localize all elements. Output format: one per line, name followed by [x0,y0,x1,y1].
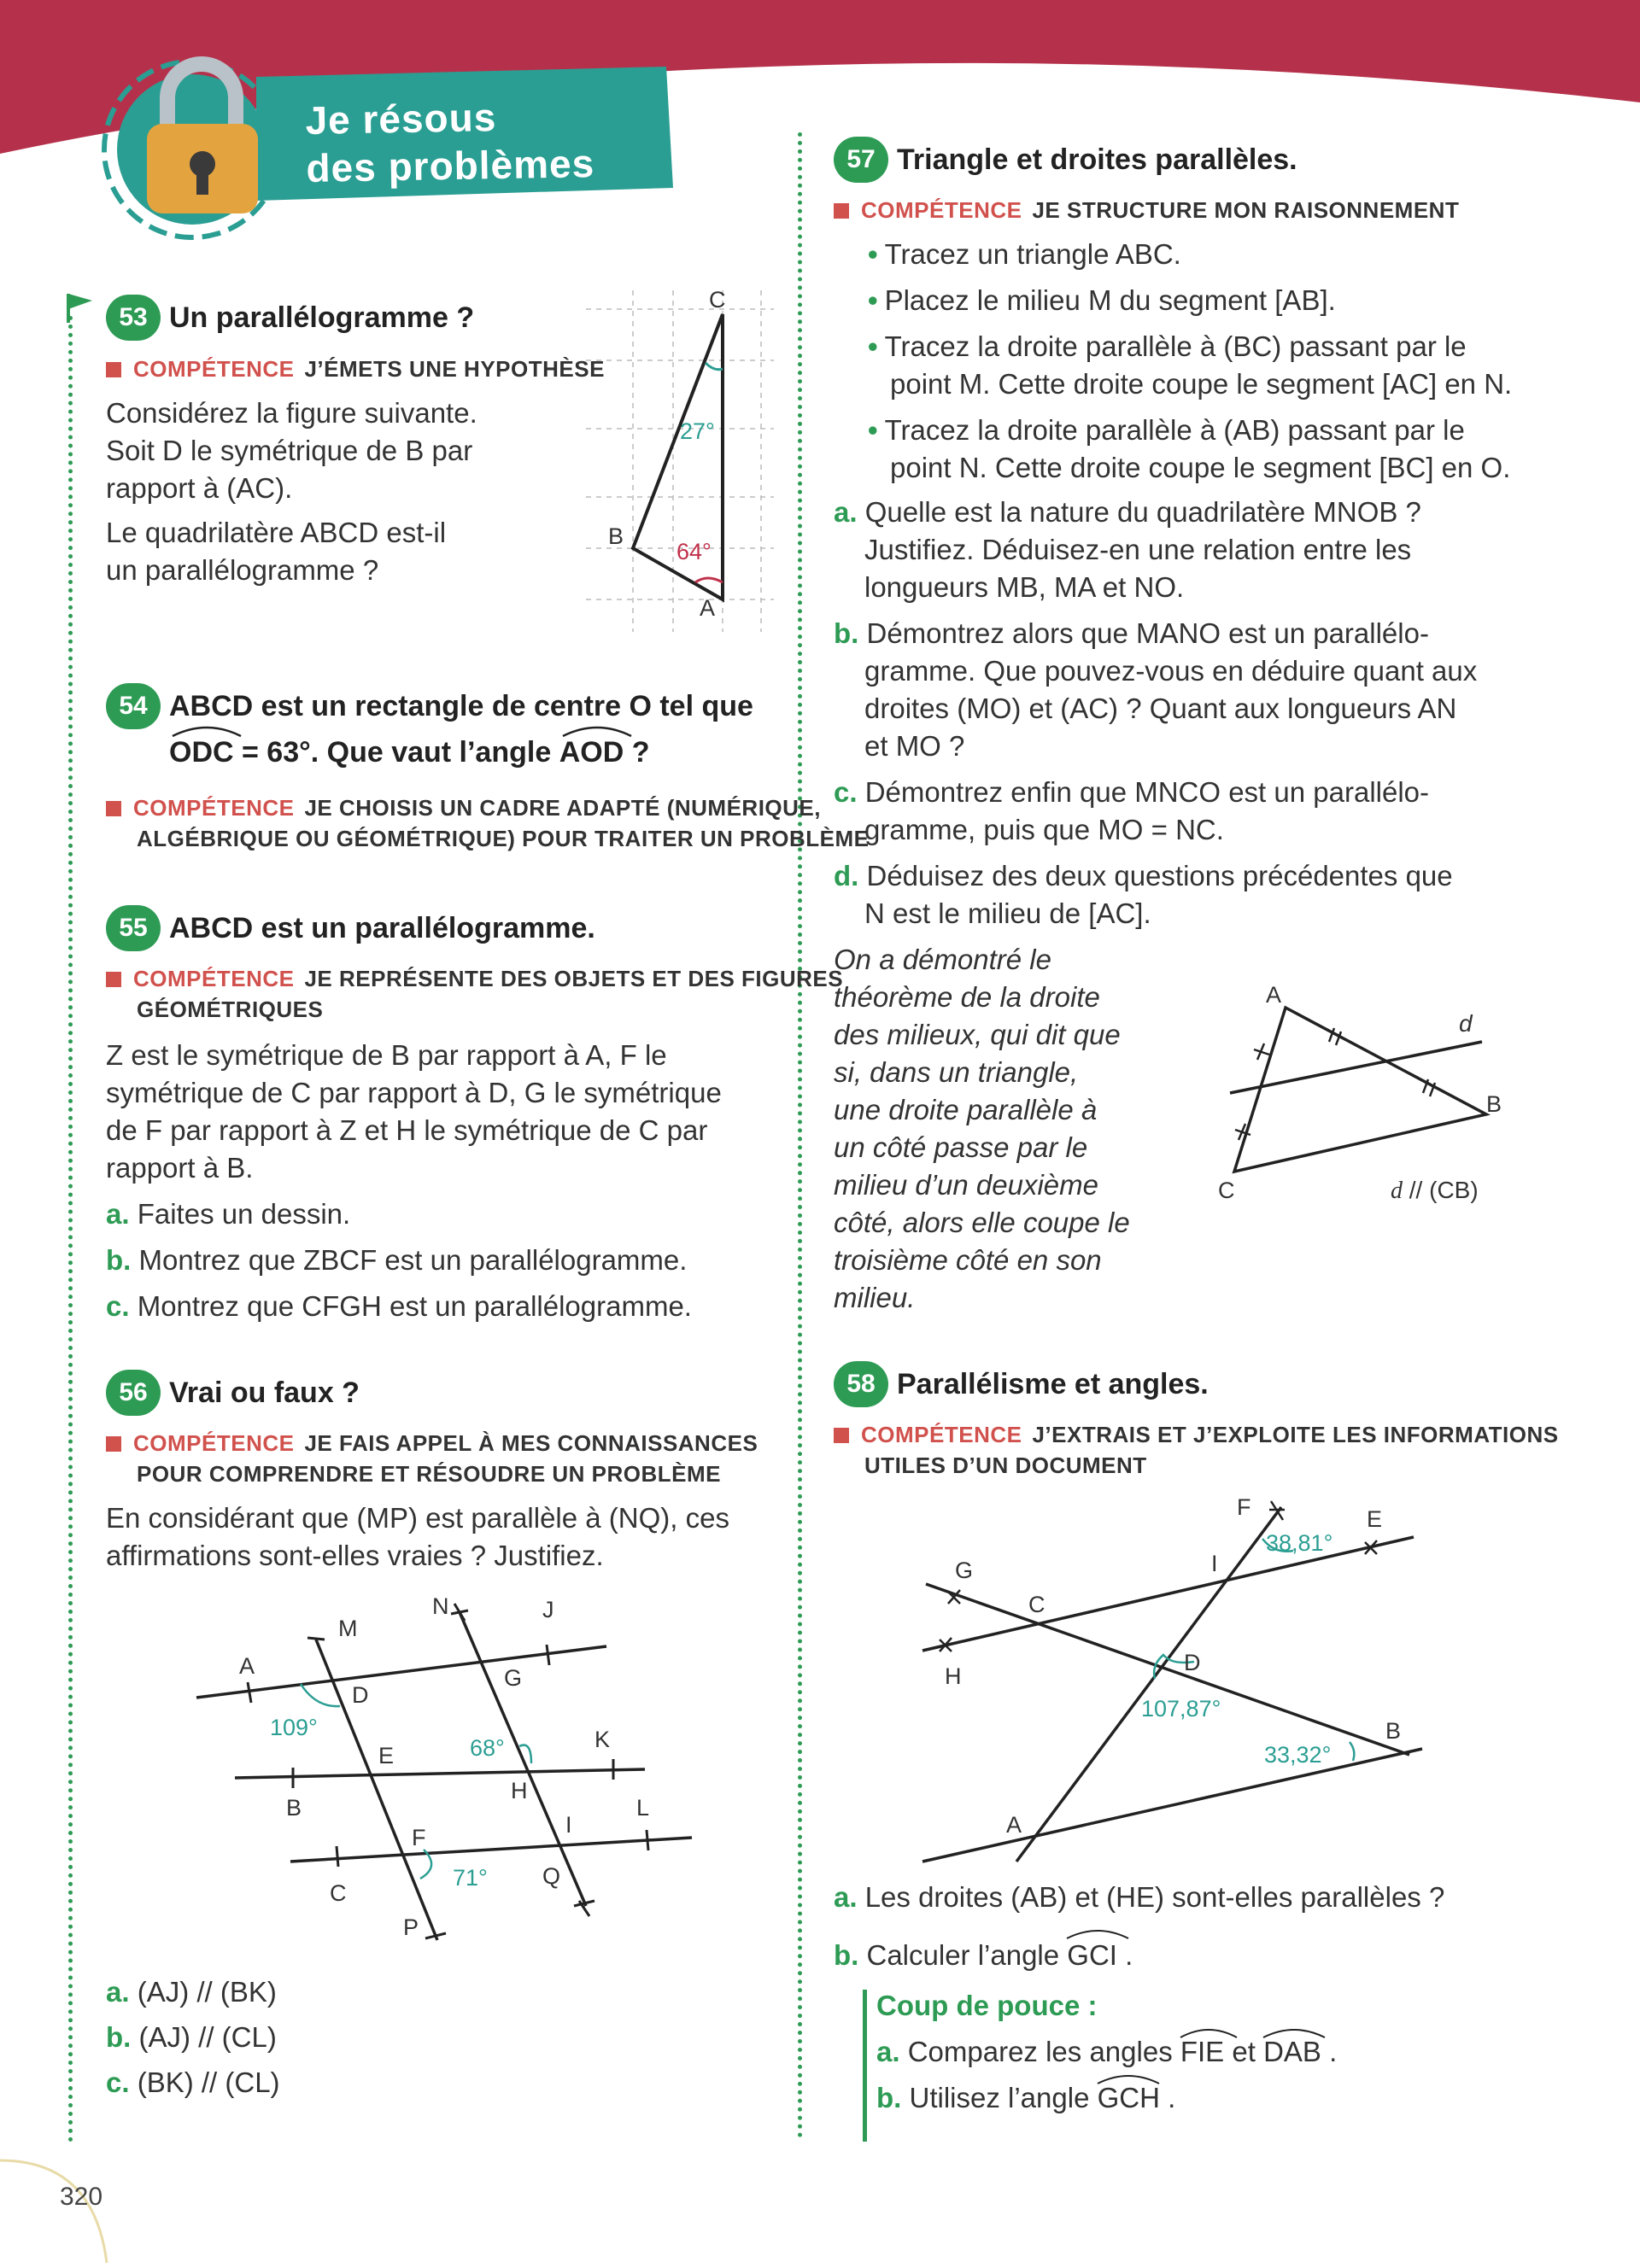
ex57-label-B: B [1486,1091,1502,1117]
angle-GCI: GCI [1067,1939,1117,1971]
ex57-label-A: A [1266,982,1282,1008]
ex56-competence: COMPÉTENCE JE FAIS APPEL À MES CONNAISSANCES POUR COMPRENDRE ET RÉSOUDRE UN PROBLÈME [106,1428,758,1489]
ex56-angle-109: 109° [270,1715,318,1740]
ex56-angle-68: 68° [470,1735,505,1761]
ex57-theorem: On a démontré le théorème de la droite des milieux, qui dit que si, dans un triangle, une droite parallèle à un côté passe par le milieu d’un deuxième côté, alors elle coupe le troisième côté en son milieu. [834,944,1130,1313]
ex57-label-d: d [1459,1010,1473,1037]
ex56-label-K: K [594,1727,611,1752]
ex54-title: 54 ABCD est un rectangle de centre O tel que [106,683,753,729]
ex54-number: 54 [106,683,161,729]
ex58-number: 58 [834,1361,888,1407]
ex56-label-C: C [330,1880,347,1906]
ex56-label-D: D [352,1682,369,1708]
ex56-title: 56 Vrai ou faux ? [106,1370,360,1416]
ex58-question-b: b. Calculer l’angle GCI . [834,1937,1133,1974]
ex55-title: 55 ABCD est un parallélogramme. [106,905,595,951]
ex58-label-C: C [1028,1592,1046,1617]
ex58-title: 58 Parallélisme et angles. [834,1361,1209,1407]
left-column-rule [68,316,73,2143]
ex56-label-L: L [636,1795,650,1821]
header-title: Je résous des problèmes [305,95,595,190]
ex54-competence: COMPÉTENCE JE CHOISIS UN CADRE ADAPTÉ (NUMÉRIQUE, ALGÉBRIQUE OU GÉOMÉTRIQUE) POUR TRAITER UN PROBLÈME [106,792,870,854]
ex58-angle-38: 38,81° [1266,1530,1333,1556]
ex53-figure [586,282,782,640]
ex58-label-E: E [1367,1506,1383,1532]
ex58-competence: COMPÉTENCE J’EXTRAIS ET J’EXPLOITE LES INFORMATIONS UTILES D’UN DOCUMENT [834,1419,1559,1481]
ex56-label-H: H [511,1778,528,1803]
ex56-label-E: E [378,1743,395,1768]
ex56-label-P: P [403,1914,419,1940]
ex53-title: 53 Un parallélogramme ? [106,295,474,341]
ex58-angle-33: 33,32° [1264,1742,1332,1768]
ex53-text: Considérez la figure suivante. Soit D le symétrique de B par rapport à (AC). Le quadrilatère ABCD est-il un parallélogramme ? [106,397,477,586]
ex56-figure [179,1588,726,1947]
ex53-angle-27: 27° [680,418,715,444]
ex56-number: 56 [106,1370,161,1416]
ex53-competence: COMPÉTENCE J’ÉMETS UNE HYPOTHÈSE [106,354,605,384]
ex57-questions: a. Quelle est la nature du quadrilatère MNOB ? Justifiez. Déduisez-en une relation entre les longueurs MB, MA et NO. b. Démontrez alors que MANO est un parallélo- gramme. Que pouvez-vous en déduire quant aux droites (MO) et (AC) ? Quant aux longueurs AN et MO ? c. Démontrez enfin que MNCO est un parallélo- gramme, puis que MO = NC. d. Déduisez des deux questions précédentes que N est le milieu de [AC]. [834,496,1478,929]
ex56-label-G: G [504,1665,523,1691]
ex56-label-J: J [542,1597,554,1622]
ex58-angle-107: 107,87° [1141,1696,1221,1721]
ex53-label-C: C [709,287,726,313]
ex56-text: En considérant que (MP) est parallèle à (NQ), ces affirmations sont-elles vraies ? Justifiez. [106,1502,729,1571]
ex56-label-Q: Q [542,1863,561,1889]
hint-title: Coup de pouce : [876,1990,1098,2021]
ex56-label-B: B [286,1795,302,1821]
hint-box: Coup de pouce : a. Comparez les angles FIE et DAB . b. Utilisez l’angle GCH . [876,1983,1337,2121]
ex57-label-C: C [1218,1178,1235,1203]
ex57-caption: d // (CB) [1391,1177,1479,1204]
ex56-angle-71: 71° [453,1865,488,1891]
ex57-competence: COMPÉTENCE JE STRUCTURE MON RAISONNEMENT [834,195,1459,225]
angle-AOD: AOD [559,736,624,769]
ex56-label-M: M [338,1616,358,1641]
ex58-label-H: H [945,1663,962,1689]
ex58-label-G: G [955,1558,974,1583]
ex58-label-D: D [1184,1650,1201,1675]
ex58-label-I: I [1211,1551,1218,1576]
ex53-number: 53 [106,295,161,341]
angle-GCH: GCH [1097,2082,1160,2113]
ex58-label-B: B [1385,1718,1402,1744]
ex58-label-F: F [1237,1494,1251,1520]
ex56-label-F: F [412,1825,426,1850]
ex55-number: 55 [106,905,161,951]
page-number: 320 [60,2183,103,2211]
ex54-title-line2: ODC = 63°. Que vaut l’angle AOD ? [169,736,649,769]
ex55-competence: COMPÉTENCE JE REPRÉSENTE DES OBJETS ET DES FIGURES GÉOMÉTRIQUES [106,963,843,1025]
ex58-label-A: A [1006,1812,1022,1838]
ex53-label-B: B [608,523,624,549]
ex56-label-A: A [239,1653,255,1679]
angle-DAB: DAB [1263,2036,1321,2067]
ex56-label-N: N [432,1593,449,1619]
ex57-bullets: • Tracez un triangle ABC. • Placez le milieu M du segment [AB]. • Tracez la droite parallèle à (BC) passant par le point M. Cette droite coupe le segment [AC] en N. • Tracez la droite parallèle à (AB) passant par le point N. Cette droite coupe le segment [BC] en O. [868,238,1513,483]
flag-icon [56,290,99,324]
ex53-angle-64: 64° [676,539,712,564]
angle-FIE: FIE [1180,2036,1225,2067]
ex57-title: 57 Triangle et droites parallèles. [834,137,1297,183]
ex56-questions: a. (AJ) // (BK) b. (AJ) // (CL) c. (BK) // (CL) [106,1976,280,2098]
right-column-rule [798,132,802,2139]
ex53-label-A: A [700,595,716,621]
ex57-number: 57 [834,137,888,183]
ex55-text: Z est le symétrique de B par rapport à A, F le symétrique de C par rapport à D, G le symétrique de F par rapport à Z et H le symétrique de C par rapport à B. a. Faites un dessin. b. Montrez que ZBCF est un parallélogramme. c. Montrez que CFGH est un parallélogramme. [106,1039,722,1322]
angle-ODC: ODC [169,736,234,769]
ex57-figure [1204,973,1529,1213]
ex58-figure [905,1486,1435,1879]
ex56-label-I: I [565,1812,572,1838]
ex58-question-a: a. Les droites (AB) et (HE) sont-elles parallèles ? [834,1881,1445,1913]
hint-box-bar [863,1990,867,2142]
